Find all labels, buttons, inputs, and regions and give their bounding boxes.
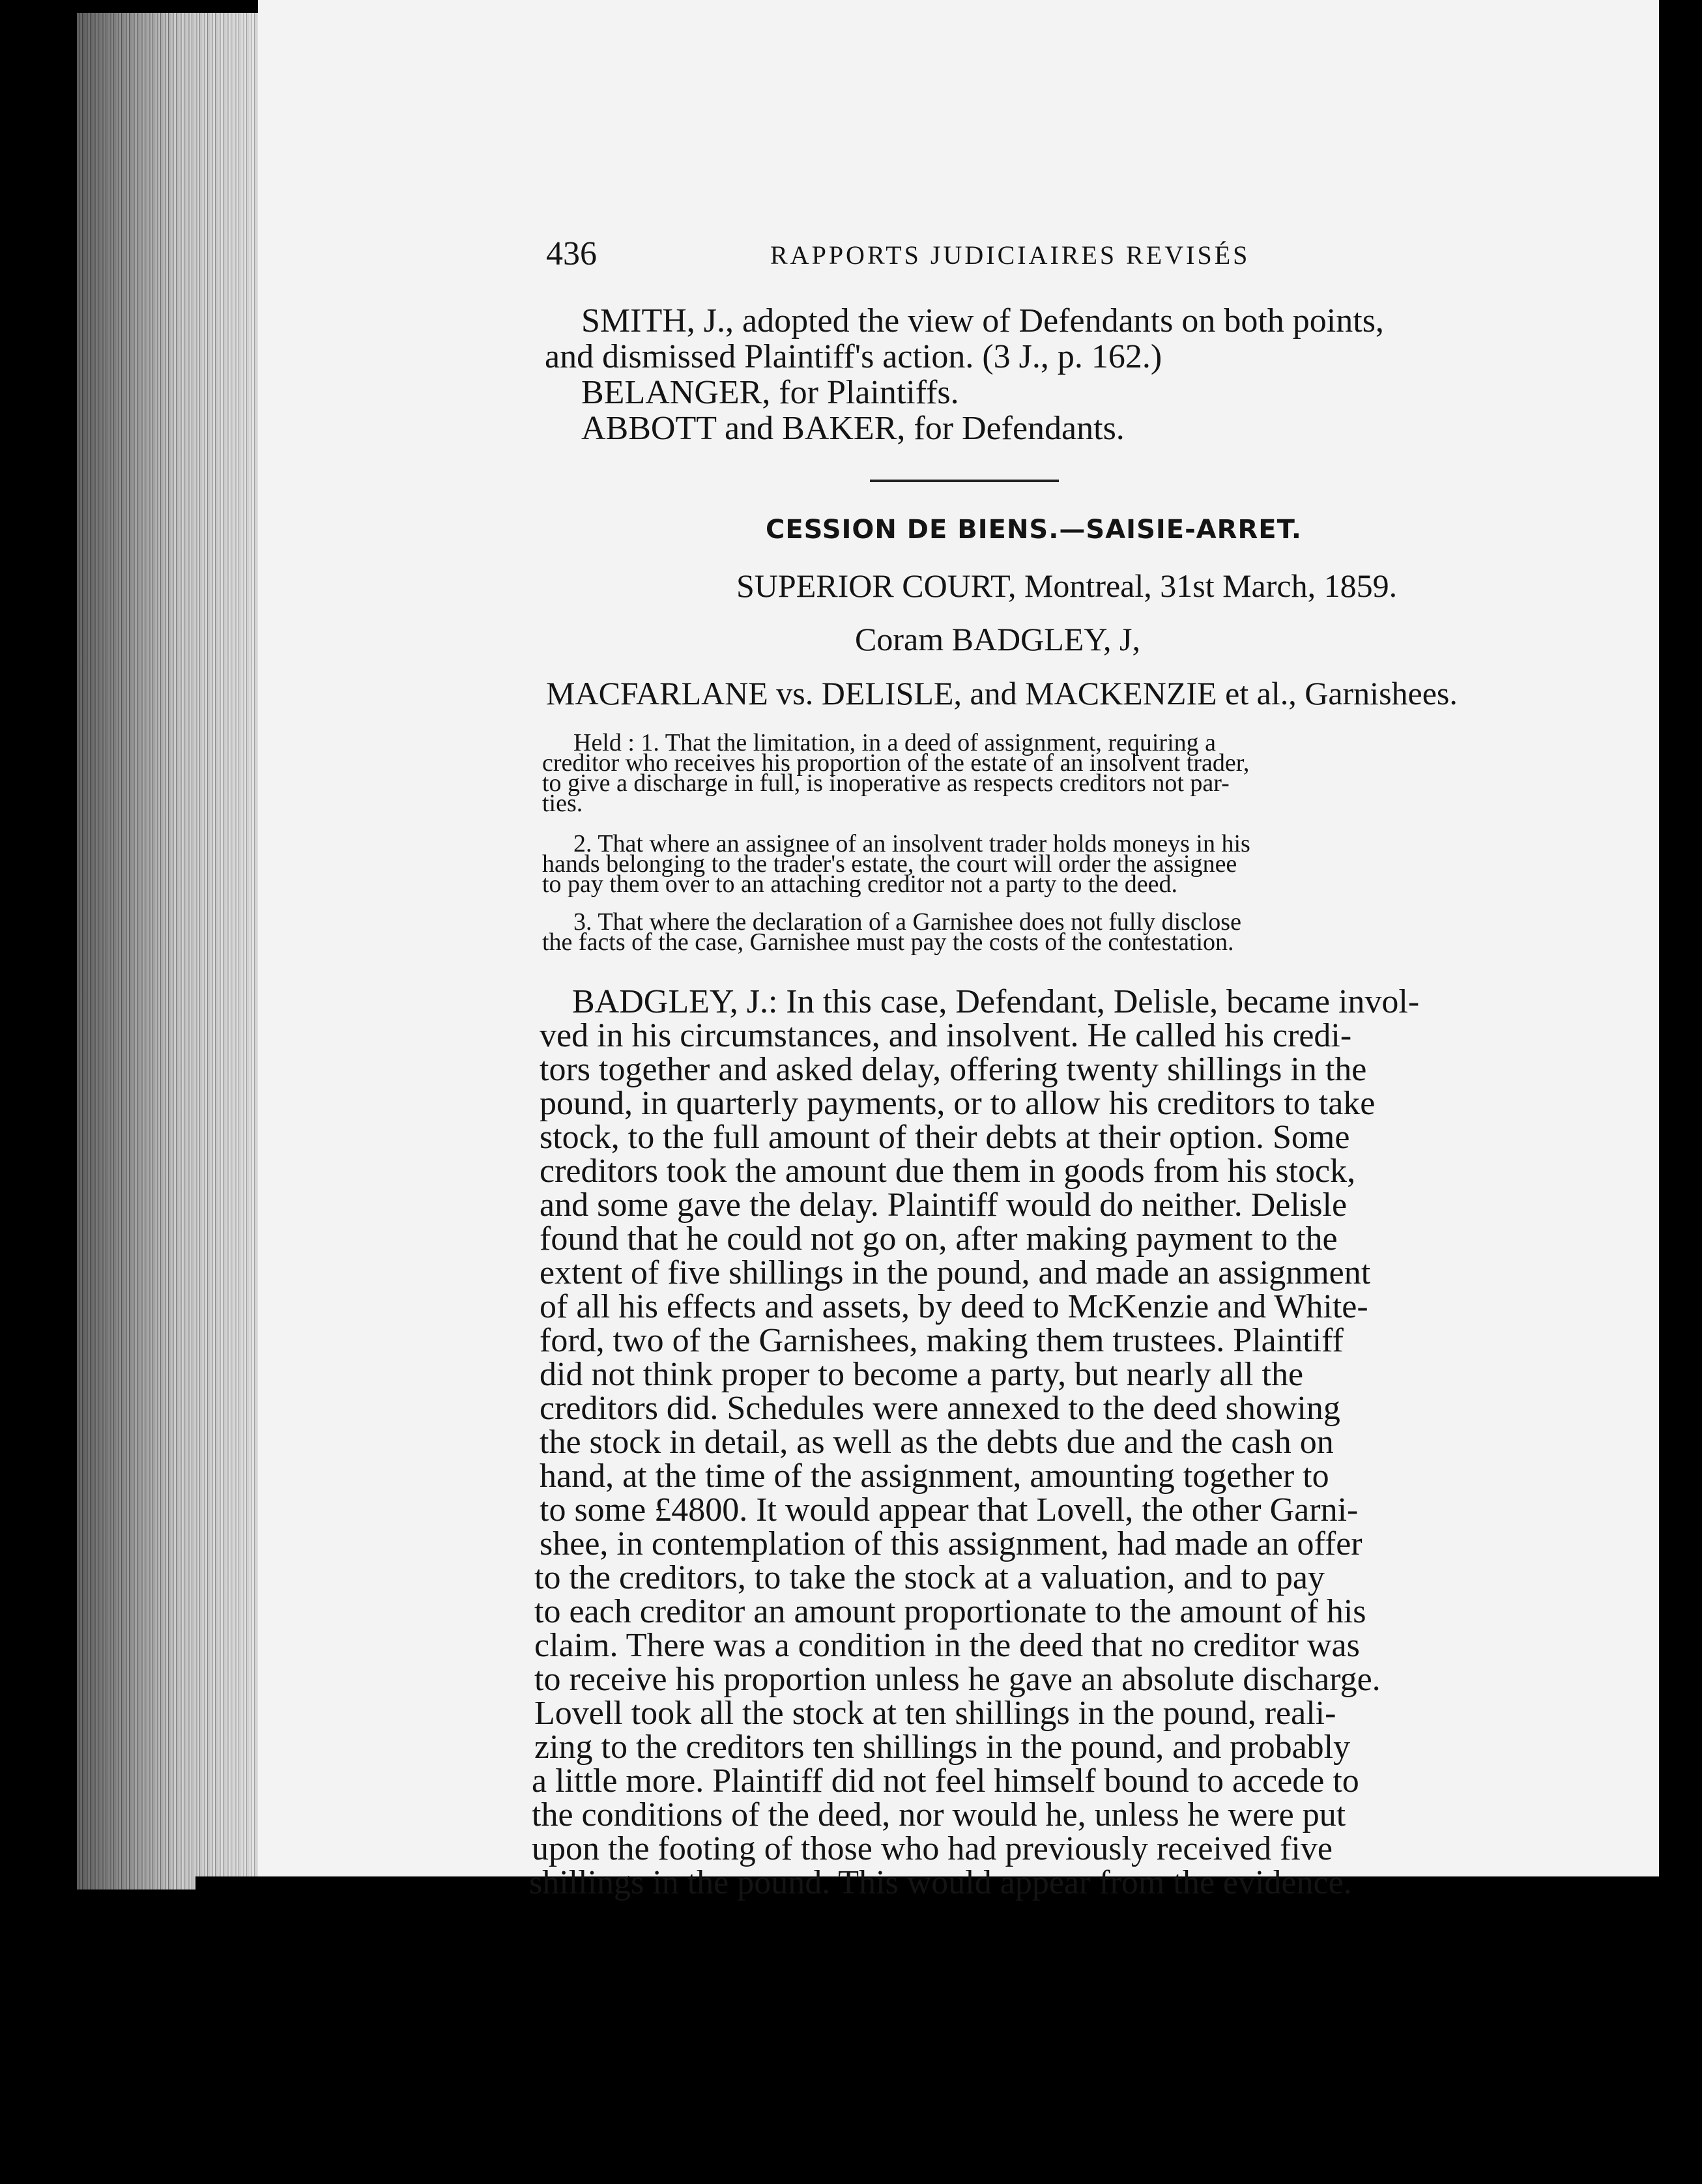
held-line: to pay them over to an attaching creditor not a party to the deed.	[542, 870, 1177, 898]
parties-line: MACFARLANE vs. DELISLE, and MACKENZIE et al., Garnishees.	[546, 675, 1458, 711]
judgment-line: ford, two of the Garnishees, making them trustees. Plaintiff	[540, 1322, 1344, 1359]
judgment-line: to the creditors, to take the stock at a valuation, and to pay	[534, 1559, 1325, 1596]
held-line: creditor who receives his proportion of the estate of an insolvent trader,	[542, 749, 1250, 777]
judgment-line: the stock in detail, as well as the debts due and the cash on	[540, 1424, 1334, 1461]
judgment-line: stock, to the full amount of their debts at their option. Some	[540, 1119, 1350, 1156]
judgment-line: a little more. Plaintiff did not feel himself bound to accede to	[532, 1762, 1359, 1800]
judgment-line: shillings in the pound. This would appear from the evidence.	[529, 1864, 1352, 1901]
judgment-line: did not think proper to become a party, but nearly all the	[540, 1356, 1304, 1393]
judgment-line: of all his effects and assets, by deed to McKenzie and White-	[540, 1288, 1368, 1325]
judgment-line: creditors did. Schedules were annexed to the deed showing	[540, 1390, 1340, 1427]
judgment-line: claim. There was a condition in the deed that no creditor was	[534, 1627, 1360, 1664]
held-line: the facts of the case, Garnishee must pay the costs of the contestation.	[542, 928, 1234, 956]
counsel-defendants: ABBOTT and BAKER, for Defendants.	[581, 410, 1125, 447]
judgment-line: hand, at the time of the assignment, amounting together to	[540, 1458, 1329, 1495]
counsel-plaintiffs: BELANGER, for Plaintiffs.	[581, 374, 959, 411]
judgment-line: found that he could not go on, after making payment to the	[540, 1220, 1338, 1257]
held-line: Held : 1. That the limitation, in a deed of assignment, requiring a	[573, 729, 1217, 756]
judgment-line: pound, in quarterly payments, or to allow his creditors to take	[540, 1085, 1376, 1122]
running-head: RAPPORTS JUDICIAIRES REVISÉS	[770, 240, 1250, 270]
judgment-line: to some £4800. It would appear that Lovell, the other Garni-	[540, 1491, 1359, 1529]
judgment-line: tors together and asked delay, offering twenty shillings in the	[540, 1051, 1367, 1088]
prev-case-line-2: and dismissed Plaintiff's action. (3 J., p. 162.)	[545, 338, 1162, 375]
judgment-line: BADGLEY, J.: In this case, Defendant, Delisle, became invol-	[572, 983, 1420, 1020]
prev-case-line-1: SMITH, J., adopted the view of Defendants on both points,	[581, 302, 1384, 339]
judgment-line: shee, in contemplation of this assignment, had made an offer	[540, 1525, 1363, 1562]
held-line: hands belonging to the trader's estate, the court will order the assignee	[542, 850, 1237, 878]
judgment-line: and some gave the delay. Plaintiff would do neither. Delisle	[540, 1186, 1348, 1224]
held-line: 2. That where an assignee of an insolvent trader holds moneys in his	[573, 830, 1250, 857]
held-line: to give a discharge in full, is inoperative as respects creditors not par-	[542, 769, 1230, 797]
judgment-line: ved in his circumstances, and insolvent. He called his credi-	[540, 1017, 1352, 1054]
page-number: 436	[546, 235, 597, 272]
case-title: CESSION DE BIENS.—SAISIE-ARRET.	[766, 515, 1302, 545]
judgment-line: creditors took the amount due them in goods from his stock,	[540, 1153, 1356, 1190]
coram-line: Coram BADGLEY, J,	[855, 621, 1140, 657]
court-line: SUPERIOR COURT, Montreal, 31st March, 1859.	[736, 568, 1398, 604]
judgment-line: zing to the creditors ten shillings in the pound, and probably	[534, 1729, 1351, 1766]
judgment-line: upon the footing of those who had previously received five	[532, 1830, 1333, 1867]
scan-right-margin	[1660, 0, 1702, 2184]
judgment-line: Lovell took all the stock at ten shillings in the pound, reali-	[534, 1695, 1336, 1732]
page-edge-shadow	[77, 13, 266, 1889]
judgment-line: to each creditor an amount proportionate to the amount of his	[534, 1593, 1366, 1630]
judgment-line: extent of five shillings in the pound, and made an assignment	[540, 1254, 1371, 1291]
held-line: ties.	[542, 790, 583, 817]
judgment-line: the conditions of the deed, nor would he, unless he were put	[532, 1796, 1346, 1833]
scan-bottom-margin	[195, 1876, 1662, 2184]
section-divider	[870, 480, 1059, 482]
held-line: 3. That where the declaration of a Garnishee does not fully disclose	[573, 908, 1241, 936]
judgment-line: to receive his proportion unless he gave an absolute discharge.	[534, 1661, 1381, 1698]
